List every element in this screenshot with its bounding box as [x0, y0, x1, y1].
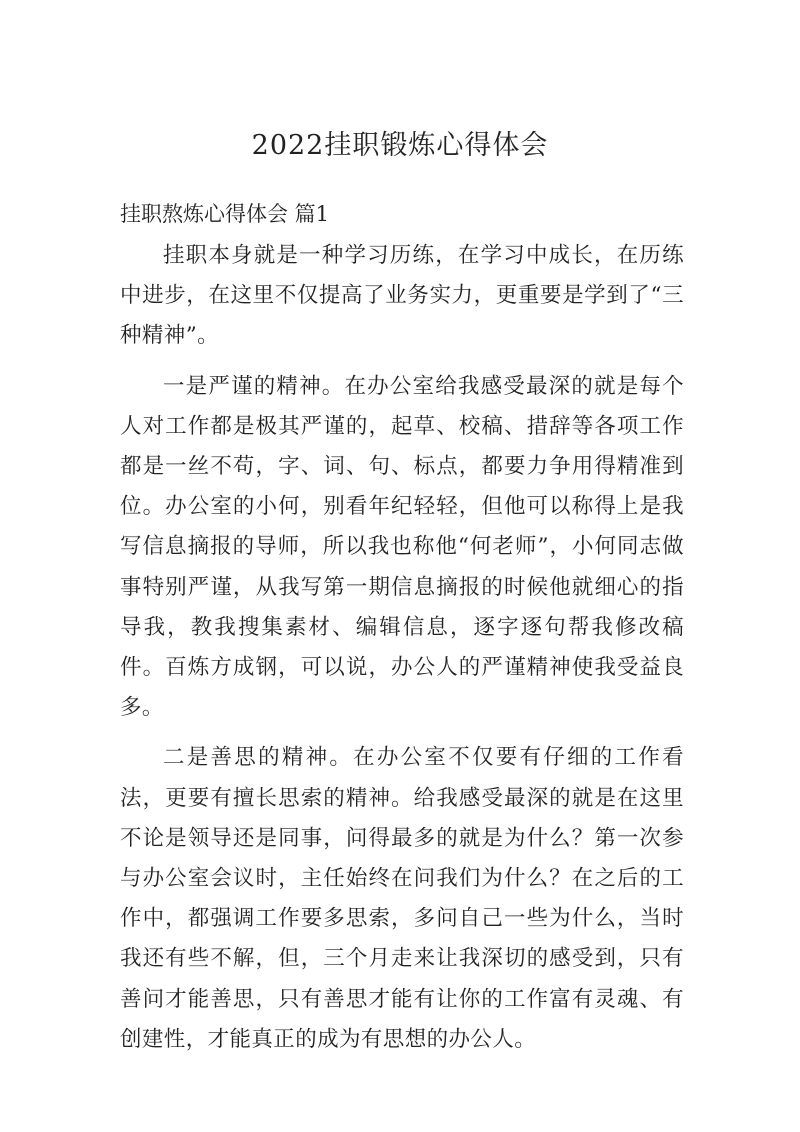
section-heading: 挂职熬炼心得体会 篇1 [120, 202, 330, 226]
document-title: 2022挂职锻炼心得体会 [251, 130, 549, 161]
paragraph-intro: 挂职本身就是一种学习历练，在学习中成长，在历练中进步，在这里不仅提高了业务实力，更重要是学到了“三种精神”。 [120, 243, 684, 349]
paragraph-rigor: 一是严谨的精神。在办公室给我感受最深的就是每个人对工作都是极其严谨的，起草、校稿、措辞等各项工作都是一丝不苟，字、词、句、标点，都要力争用得精准到位。办公室的小何，别看年纪轻轻，但他可以称得上是我写信息摘报的导师，所以我也称他“何老师”，小何同志做事特别严谨，从我写第一期信息摘报的时候他就细心的指导我，教我搜集素材、编辑信息，逐字逐句帮我修改稿件。百炼方成钢，可以说，办公人的严谨精神使我受益良多。 [120, 373, 684, 721]
document-body [120, 236, 684, 1070]
paragraph-thinking: 二是善思的精神。在办公室不仅要有仔细的工作看法，更要有擅长思索的精神。给我感受最深的就是在这里不论是领导还是同事，问得最多的就是为什么？第一次参与办公室会议时，主任始终在问我们为什么？在之后的工作中，都强调工作要多思索，多问自己一些为什么，当时我还有些不解，但，三个月走来让我深切的感受到，只有善问才能善思，只有善思才能有让你的工作富有灵魂、有创建性，才能真正的成为有思想的办公人。 [120, 745, 684, 1052]
